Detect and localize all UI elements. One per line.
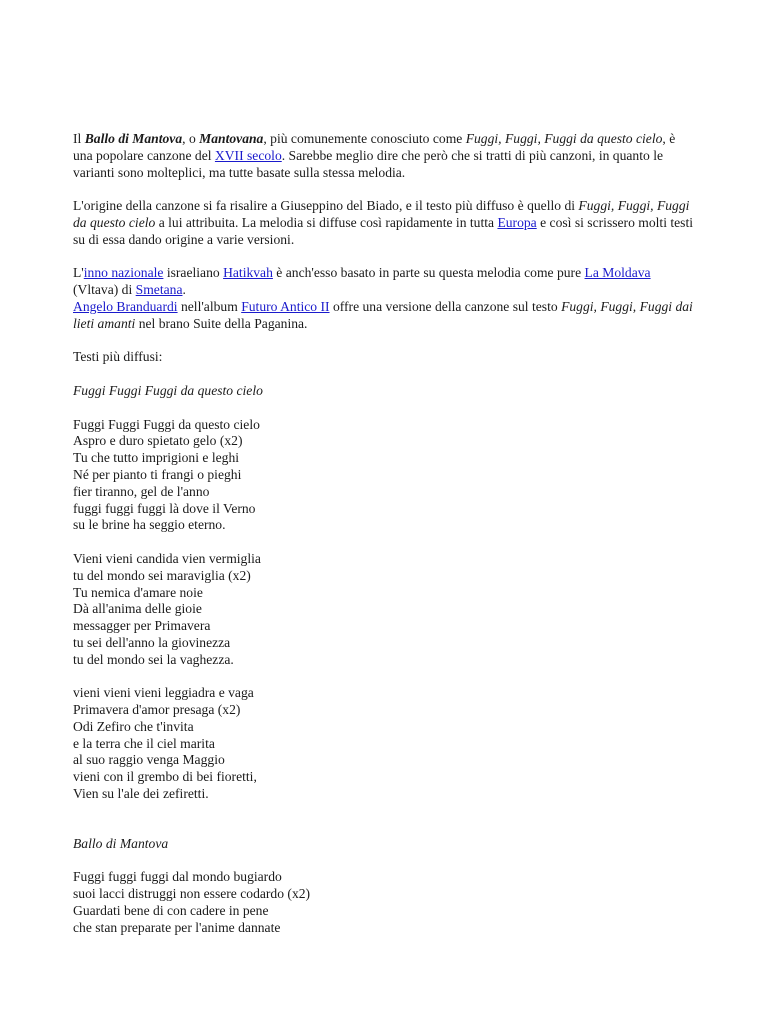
text-run: , o (182, 131, 200, 146)
text-run: a lui attribuita. La melodia si diffuse così rapidamente in tutta (155, 214, 498, 230)
verse-line: Guardati bene di con cadere in pene (73, 903, 269, 919)
song-title: Fuggi Fuggi Fuggi da questo cielo (73, 382, 263, 398)
document-body (73, 131, 695, 953)
verse-line: al suo raggio venga Maggio (73, 752, 225, 768)
texts-heading: Testi più diffusi: (73, 349, 163, 365)
verse-line: Vien su l'ale dei zefiretti. (73, 786, 209, 802)
link-inno-nazionale[interactable]: inno nazionale (83, 265, 164, 281)
link-smetana[interactable]: Smetana (135, 282, 183, 298)
text-run: L'origine della canzone si fa risalire a Giuseppino del Biado, e il testo più diffuso è quello di (73, 198, 579, 214)
text-run: offre una versione della canzone sul testo (329, 298, 562, 314)
link-hatikvah[interactable]: Hatikvah (223, 265, 273, 281)
verse-line: Dà all'anima delle gioie (73, 601, 202, 617)
verse-line: Odi Zefiro che t'invita (73, 718, 194, 734)
verse-line: suoi lacci distruggi non essere codardo (x2) (73, 886, 311, 902)
text-run: nell'album (177, 298, 242, 314)
song1-stanza3 (73, 685, 695, 803)
origin-paragraph (73, 198, 695, 248)
link-la-moldava[interactable]: La Moldava (584, 265, 651, 281)
verse-line: che stan preparate per l'anime dannate (73, 919, 281, 935)
text-run: . (182, 282, 186, 298)
verse-line: e la terra che il ciel marita (73, 735, 215, 751)
verse-line: messagger per Primavera (73, 618, 211, 634)
verse-line: su le brine ha seggio eterno. (73, 517, 226, 533)
song1-stanza1 (73, 417, 695, 535)
text-run: , è una popolare canzone del (73, 131, 676, 163)
song2-stanza1 (73, 869, 695, 936)
verse-line: Né per pianto ti frangi o pieghi (73, 466, 242, 482)
text-run: Il (73, 131, 85, 146)
song2-title (73, 836, 695, 853)
title-fuggi-fuggi: Fuggi, Fuggi, Fuggi da questo cielo (465, 131, 663, 146)
text-run: L' (73, 265, 84, 281)
verse-line: Fuggi fuggi fuggi dal mondo bugiardo (73, 869, 282, 885)
verse-line: fuggi fuggi fuggi là dove il Verno (73, 500, 256, 516)
verse-line: tu del mondo sei la vaghezza. (73, 651, 234, 667)
text-run: e così si scrissero molti testi su di essa dando origine a varie versioni. (73, 214, 694, 247)
song1-stanza2 (73, 551, 695, 669)
anthem-paragraph (73, 265, 695, 332)
text-run: è anch'esso basato in parte su questa melodia come pure (272, 265, 585, 281)
text-run: . Sarebbe meglio dire che però che si tratti di più canzoni, in quanto le varianti sono molteplici, ma tutte basate sulla stessa melodia. (73, 147, 664, 180)
link-europa[interactable]: Europa (497, 214, 537, 230)
verse-line: Primavera d'amor presaga (x2) (73, 702, 241, 718)
verse-line: vieni con il grembo di bei fioretti, (73, 769, 257, 785)
verse-line: Aspro e duro spietato gelo (x2) (73, 433, 243, 449)
verse-line: fier tiranno, gel de l'anno (73, 483, 210, 499)
verse-line: Fuggi Fuggi Fuggi da questo cielo (73, 416, 260, 432)
verse-line: vieni vieni vieni leggiadra e vaga (73, 685, 254, 701)
title-mantovana: Mantovana (199, 131, 264, 146)
verse-line: tu del mondo sei maraviglia (x2) (73, 567, 251, 583)
link-futuro-antico-ii[interactable]: Futuro Antico II (241, 298, 330, 314)
verse-line: Tu che tutto imprigioni e leghi (73, 450, 240, 466)
song-title: Ballo di Mantova (73, 835, 169, 851)
text-run: nel brano Suite della Paganina. (135, 315, 308, 331)
verse-line: tu sei dell'anno la giovinezza (73, 634, 231, 650)
song1-title (73, 383, 695, 400)
text-run: israeliano (163, 265, 224, 281)
link-angelo-branduardi[interactable]: Angelo Branduardi (73, 298, 178, 314)
title-fuggi-fuggi: Fuggi, Fuggi, Fuggi da questo cielo (73, 198, 690, 230)
verse-line: Vieni vieni candida vien vermiglia (73, 550, 261, 566)
link-xvii-secolo[interactable]: XVII secolo (214, 147, 282, 163)
title-fuggi-dai-lieti-amanti: Fuggi, Fuggi, Fuggi dai lieti amanti (73, 298, 693, 331)
text-run: (Vltava) di (73, 282, 136, 298)
verse-line: Tu nemica d'amare noie (73, 584, 203, 600)
title-ballo-di-mantova: Ballo di Mantova (84, 131, 183, 146)
text-run: , più comunemente conosciuto come (263, 131, 466, 146)
intro-paragraph (73, 131, 695, 181)
